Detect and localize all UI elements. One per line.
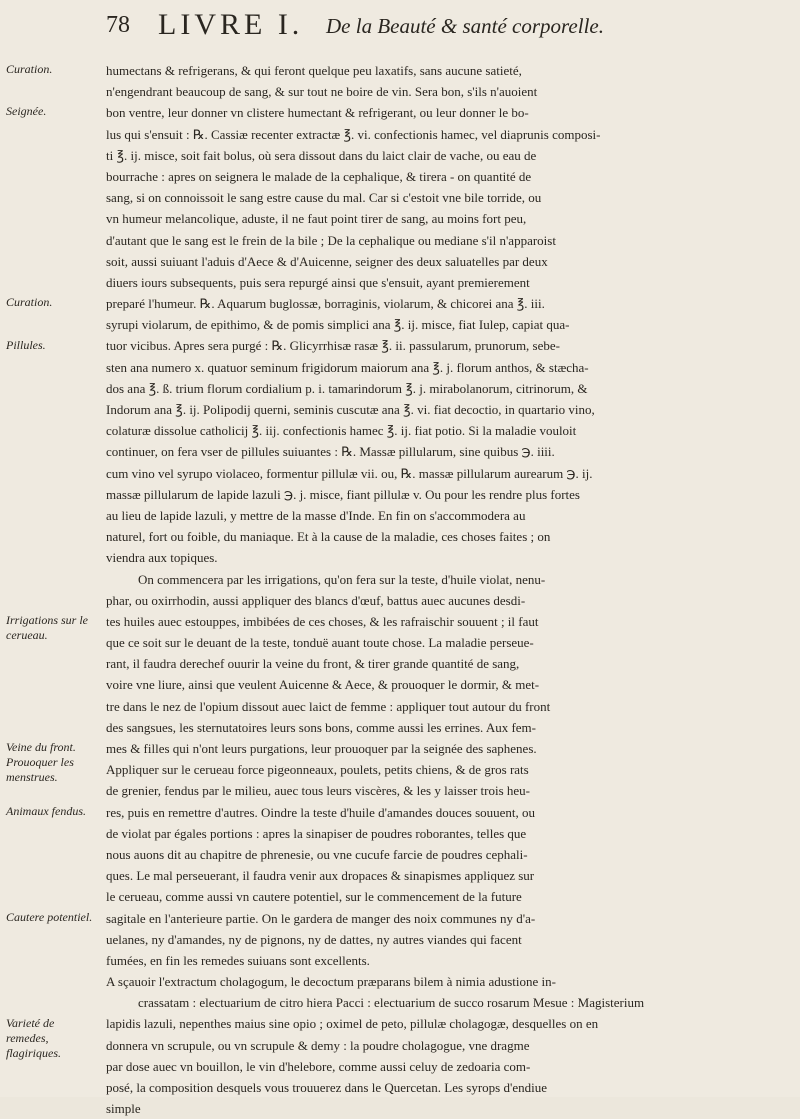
text-line: simple bbox=[106, 1101, 141, 1117]
text-line: viendra aux topiques. bbox=[106, 550, 218, 566]
text-line: mes & filles qui n'ont leurs purgations, leur prouoquer par la seignée des saphenes. bbox=[106, 741, 537, 756]
text-line: des sangsues, les sternutatoires leurs sons bons, comme aussi les errines. Aux fem- bbox=[106, 719, 537, 735]
page-number: 78 bbox=[106, 12, 130, 38]
text-line: nous auons dit au chapitre de phrenesie, ou vne cucufe farcie de poudres cephali- bbox=[106, 846, 528, 862]
text-line: donnera vn scrupule, ou vn scrupule & demy : la poudre cholagogue, vne dragme bbox=[106, 1037, 530, 1053]
text-line: uelanes, ny d'amandes, ny de pignons, ny de dattes, ny autres viandes qui facent bbox=[106, 931, 522, 947]
text-line: preparé l'humeur. ℞. Aquarum buglossæ, borraginis, violarum, & chicorei ana ℥. iii. bbox=[106, 296, 545, 312]
margin-note: Animaux fendus. bbox=[6, 804, 86, 818]
text-line: sagitale en l'anterieure partie. On le gardera de manger des noix communes ny d'a- bbox=[106, 910, 536, 926]
text-line: soit, aussi suiuant l'aduis d'Aece & d'Auicenne, seigner des deux saluatelles par deux bbox=[106, 253, 548, 269]
text-line: dos ana ℥. ß. trium florum cordialium p. i. tamarindorum ℥. j. mirabolanorum, citrinorum, & bbox=[106, 380, 588, 396]
margin-note: Curation. bbox=[6, 62, 53, 76]
text-line: On commencera par les irrigations, qu'on fera sur la teste, d'huile violat, nenu- bbox=[138, 571, 546, 587]
margin-note: Seignée. bbox=[6, 104, 47, 119]
text-line: humectans & refrigerans, & qui feront quelque peu laxatifs, sans aucune satieté, bbox=[106, 63, 522, 78]
text-line: rant, il faudra derechef ouurir la veine du front, & tirer grande quantité de sang, bbox=[106, 656, 520, 672]
text-line: le cerueau, comme aussi vn cautere potentiel, sur le commencement de la future bbox=[106, 889, 522, 905]
text-line: de violat par égales portions : apres la sinapiser de poudres roborantes, telles que bbox=[106, 825, 527, 841]
text-line: naturel, fort ou foible, du maniaque. Et à la cause de la maladie, ces choses faites ; on bbox=[106, 529, 551, 545]
text-line: tuor vicibus. Apres sera purgé : ℞. Glicyrrhisæ rasæ ℥. ii. passularum, prunorum, sebe- bbox=[106, 338, 560, 354]
text-line: d'autant que le sang est le frein de la bile ; De la cephalique ou mediane s'il n'apparoist bbox=[106, 232, 556, 248]
text-line: phar, ou oxirrhodin, aussi appliquer des blancs d'œuf, battus auec aucunes desdi- bbox=[106, 592, 526, 608]
margin-note: Veine du front. Prouoquer les menstrues. bbox=[6, 740, 76, 785]
text-line: tre dans le nez de l'opium dissout auec laict de femme : appliquer tout autour du front bbox=[106, 698, 551, 714]
text-line: syrupi violarum, de epithimo, & de pomis simplici ana ℥. ij. misce, fiat Iulep, capiat qua- bbox=[106, 317, 570, 333]
text-line: colaturæ dissolue catholicij ℥. iij. confectionis hamec ℥. ij. fiat potio. Si la maladie vouloit bbox=[106, 423, 577, 439]
margin-note: Varieté de remedes, flagiriques. bbox=[6, 1016, 62, 1060]
text-line: au lieu de lapide lazuli, y mettre de la masse d'Inde. En fin on s'accommodera au bbox=[106, 507, 526, 523]
text-line: voire vne liure, ainsi que veulent Auicenne & Aece, & prouoquer le dormir, & met- bbox=[106, 677, 540, 693]
text-line: bourrache : apres on seignera le malade de la cephalique, & tirera - on quantité de bbox=[106, 168, 532, 184]
text-line: Indorum ana ℥. ij. Polipodij querni, seminis cuscutæ ana ℥. vi. fiat decoctio, in quartario vino, bbox=[106, 402, 595, 417]
text-line: diuers iours subsequents, puis sera repurgé ainsi que s'ensuit, ayant premierement bbox=[106, 274, 530, 290]
running-head: De la Beauté & santé corporelle. bbox=[326, 14, 604, 38]
text-line: lapidis lazuli, nepenthes maius sine opio ; oximel de peto, pillulæ cholagogæ, desquelles on en bbox=[106, 1016, 599, 1032]
text-line: sang, si on connoissoit le sang estre cause du mal. Car si c'estoit vne bile torride, ou bbox=[106, 190, 542, 206]
text-line: posé, la composition desquels vous trouuerez dans le Quercetan. Les syrops d'endiue bbox=[106, 1080, 547, 1095]
text-line: crassatam : electuarium de citro hiera Pacci : electuarium de succo rosarum Mesue : Magisterium bbox=[138, 995, 645, 1011]
book-title: LIVRE I. bbox=[158, 8, 304, 41]
text-line: lus qui s'ensuit : ℞. Cassiæ recenter extractæ ℥. vi. confectionis hamec, vel diaprunis composi- bbox=[106, 126, 601, 142]
text-line: tes huiles auec estouppes, imbibées de ces choses, & les rafraischir souuent ; il faut bbox=[106, 613, 539, 629]
text-line: fumées, en fin les remedes suiuans sont excellents. bbox=[106, 952, 370, 968]
text-line: continuer, on fera vser de pillules suiuantes : ℞. Massæ pillularum, sine quibus ℈. iiii. bbox=[106, 444, 555, 460]
text-line: n'engendrant beaucoup de sang, & sur tout ne boire de vin. Sera bon, s'ils n'auoient bbox=[106, 84, 538, 100]
page-header bbox=[106, 8, 776, 48]
margin-note: Curation. bbox=[6, 295, 53, 310]
text-line: sten ana numero x. quatuor seminum frigidorum maiorum ana ℥. j. florum anthos, & stæcha- bbox=[106, 359, 589, 375]
text-line: ques. Le mal perseuerant, il faudra venir aux dropaces & sinapismes appliquez sur bbox=[106, 868, 535, 884]
text-line: res, puis en remettre d'autres. Oindre la teste d'huile d'amandes douces souuent, ou bbox=[106, 804, 536, 820]
margin-note: Pillules. bbox=[6, 337, 46, 352]
text-line: vn humeur melancolique, aduste, il ne faut point tirer de sang, au moins fort peu, bbox=[106, 211, 527, 227]
text-line: que ce soit sur le deuant de la teste, tonduë auant toute chose. La maladie perseue- bbox=[106, 635, 534, 651]
text-line: massæ pillularum de lapide lazuli ℈. j. misce, fiant pillulæ v. Ou pour les rendre plus fortes bbox=[106, 486, 580, 502]
body-text bbox=[106, 60, 774, 1119]
text-line: par dose auec vn bouillon, le vin d'helebore, comme aussi celuy de zedoaria com- bbox=[106, 1058, 531, 1074]
text-line: bon ventre, leur donner vn clistere humectant & refrigerant, ou leur donner le bo- bbox=[106, 105, 529, 121]
text-line: Appliquer sur le cerueau force pigeonneaux, poulets, petits chiens, & de gros rats bbox=[106, 762, 529, 778]
margin-note: Cautere potentiel. bbox=[6, 910, 93, 924]
text-line: A sçauoir l'extractum cholagogum, le decoctum præparans bilem à nimia adustione in- bbox=[106, 974, 556, 990]
margin-note: Irrigations sur le cerueau. bbox=[6, 613, 89, 643]
text-line: cum vino vel syrupo violaceo, formentur pillulæ vii. ou, ℞. massæ pillularum aurearum ℈. ij. bbox=[106, 465, 593, 481]
text-line: ti ℥. ij. misce, soit fait bolus, où sera dissout dans du laict clair de vache, ou eau de bbox=[106, 147, 537, 163]
text-line: de grenier, fendus par le milieu, auec tous leurs viscères, & les y laisser trois heu- bbox=[106, 783, 531, 799]
